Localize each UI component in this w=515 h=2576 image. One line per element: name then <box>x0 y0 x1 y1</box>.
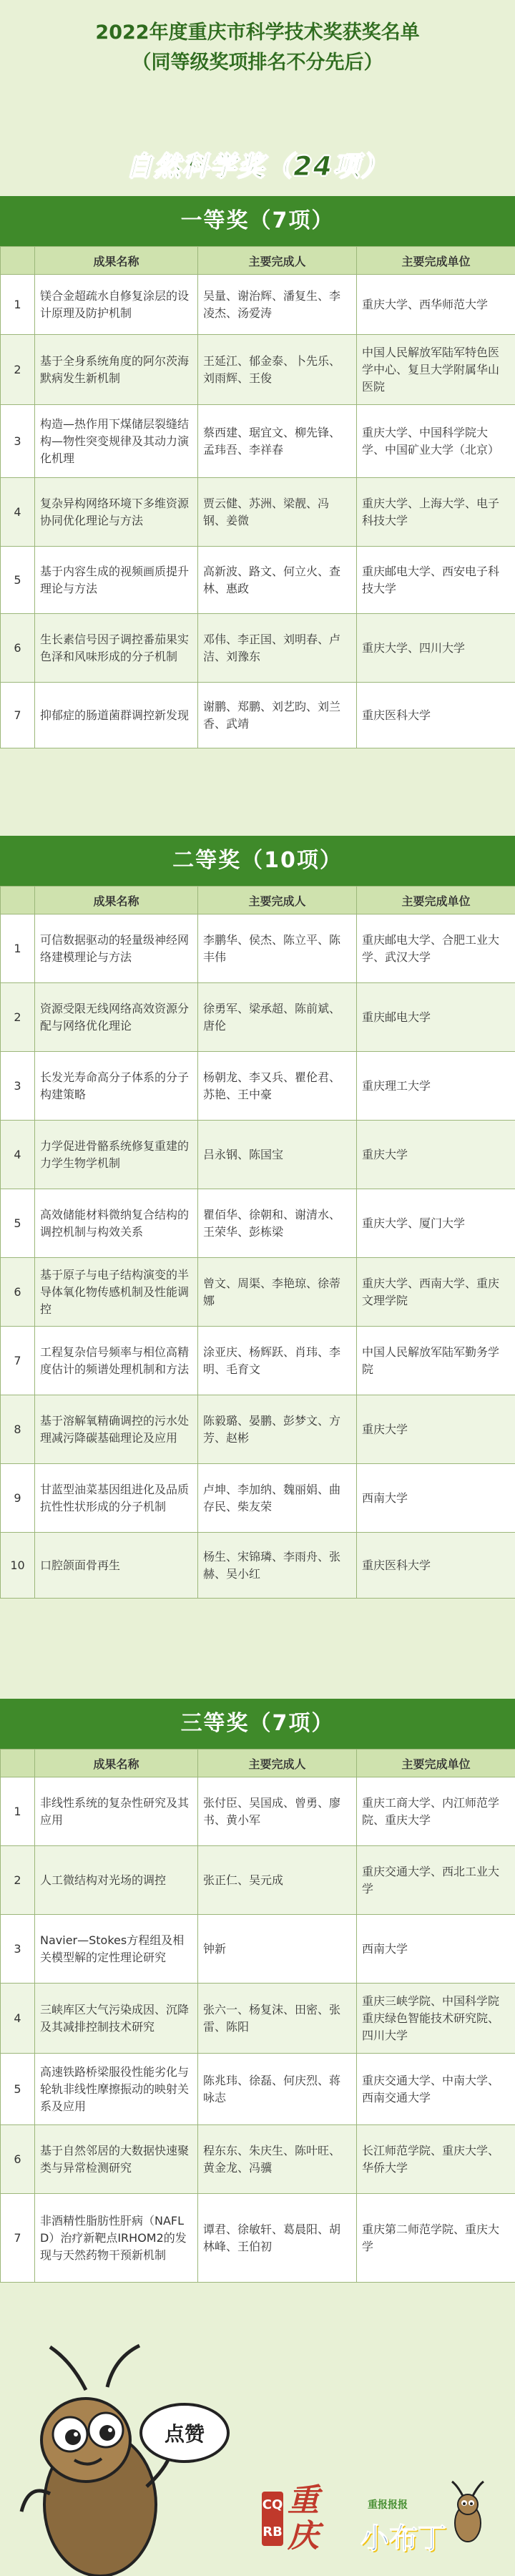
column-header-people: 主要完成人 <box>198 247 357 275</box>
table-row <box>1 2054 515 2125</box>
main-contributors: 谭君、徐敏轩、葛晨阳、胡林峰、王伯初 <box>198 2194 357 2283</box>
main-contributors: 程东东、朱庆生、陈叶旺、黄金龙、冯骥 <box>198 2125 357 2194</box>
footer <box>0 2340 515 2576</box>
main-units: 重庆大学、中国科学院大学、中国矿业大学（北京） <box>357 405 515 478</box>
row-number: 9 <box>1 1464 35 1533</box>
like-speech-bubble: 点赞 <box>139 2403 230 2463</box>
column-header-units: 主要完成单位 <box>357 247 515 275</box>
mini-cricket-icon <box>446 2480 489 2545</box>
main-contributors: 吴量、谢治辉、潘复生、李凌杰、汤爱涛 <box>198 275 357 335</box>
column-header-name: 成果名称 <box>35 247 198 275</box>
main-contributors: 高新波、路文、何立火、查林、惠政 <box>198 547 357 614</box>
column-header-units: 主要完成单位 <box>357 887 515 914</box>
table-row <box>1 914 515 983</box>
main-units: 重庆医科大学 <box>357 1533 515 1599</box>
award-table <box>0 886 515 1599</box>
column-header-people: 主要完成人 <box>198 887 357 914</box>
main-units: 西南大学 <box>357 1915 515 1984</box>
main-contributors: 徐勇军、梁承超、陈前斌、唐伦 <box>198 983 357 1052</box>
column-header-no <box>1 247 35 275</box>
main-contributors: 卢坤、李加纳、魏丽娟、曲存民、柴友荣 <box>198 1464 357 1533</box>
main-contributors: 陈兆玮、徐磊、何庆烈、蒋咏志 <box>198 2054 357 2125</box>
table-row <box>1 547 515 614</box>
table-header-row <box>1 247 515 275</box>
main-units: 重庆大学、上海大学、电子科技大学 <box>357 478 515 547</box>
chongqing-daily-logo <box>262 2483 339 2562</box>
project-name: 高速铁路桥梁服役性能劣化与轮轨非线性摩擦振动的映射关系及应用 <box>35 2054 198 2125</box>
main-units: 中国人民解放军陆军特色医学中心、复旦大学附属华山医院 <box>357 335 515 405</box>
main-units: 重庆三峡学院、中国科学院重庆绿色智能技术研究院、四川大学 <box>357 1984 515 2054</box>
logo-text: 重庆 <box>288 2482 319 2555</box>
project-name: 基于内容生成的视频画质提升理论与方法 <box>35 547 198 614</box>
main-units: 重庆大学、四川大学 <box>357 614 515 683</box>
award-table <box>0 246 515 748</box>
main-units: 重庆交通大学、中南大学、西南交通大学 <box>357 2054 515 2125</box>
main-units: 重庆大学、厦门大学 <box>357 1189 515 1258</box>
main-contributors: 贾云健、苏洲、梁靓、冯钢、姜微 <box>198 478 357 547</box>
row-number: 1 <box>1 1777 35 1846</box>
row-number: 1 <box>1 914 35 983</box>
award-table <box>0 1749 515 2283</box>
main-units: 重庆大学 <box>357 1121 515 1189</box>
table-row <box>1 1395 515 1464</box>
table-row <box>1 983 515 1052</box>
table-row <box>1 683 515 748</box>
main-units: 重庆理工大学 <box>357 1052 515 1121</box>
row-number: 1 <box>1 275 35 335</box>
table-row <box>1 335 515 405</box>
project-name: 基于溶解氧精确调控的污水处理减污降碳基础理论及应用 <box>35 1395 198 1464</box>
row-number: 2 <box>1 335 35 405</box>
row-number: 8 <box>1 1395 35 1464</box>
table-row <box>1 1258 515 1327</box>
logo-text: 小布丁 <box>360 2522 446 2555</box>
project-name: 构造—热作用下煤储层裂缝结构—物性突变规律及其动力演化机理 <box>35 405 198 478</box>
table-row <box>1 1846 515 1915</box>
main-contributors: 张付臣、吴国成、曾勇、廖书、黄小军 <box>198 1777 357 1846</box>
main-contributors: 谢鹏、郑鹏、刘艺昀、刘兰香、武靖 <box>198 683 357 748</box>
main-units: 中国人民解放军陆军勤务学院 <box>357 1327 515 1395</box>
table-row <box>1 1327 515 1395</box>
project-name: 基于自然邻居的大数据快速聚类与异常检测研究 <box>35 2125 198 2194</box>
project-name: 可信数据驱动的轻量级神经网络建模理论与方法 <box>35 914 198 983</box>
main-units: 重庆工商大学、内江师范学院、重庆大学 <box>357 1777 515 1846</box>
main-contributors: 涂亚庆、杨辉跃、肖玮、李明、毛育文 <box>198 1327 357 1395</box>
row-number: 5 <box>1 1189 35 1258</box>
row-number: 7 <box>1 2194 35 2283</box>
row-number: 6 <box>1 1258 35 1327</box>
project-name: 甘蓝型油菜基因组进化及品质抗性性状形成的分子机制 <box>35 1464 198 1533</box>
table-row <box>1 275 515 335</box>
column-header-people: 主要完成人 <box>198 1750 357 1777</box>
table-row <box>1 1121 515 1189</box>
main-units: 重庆邮电大学 <box>357 983 515 1052</box>
table-row <box>1 1984 515 2054</box>
tier-panel-first <box>0 196 515 748</box>
row-number: 7 <box>1 683 35 748</box>
project-name: Navier—Stokes方程组及相关模型解的定性理论研究 <box>35 1915 198 1984</box>
table-row <box>1 1052 515 1121</box>
project-name: 抑郁症的肠道菌群调控新发现 <box>35 683 198 748</box>
section-title: 自然科学奖（24项） <box>126 151 389 182</box>
main-units: 重庆大学、西华师范大学 <box>357 275 515 335</box>
table-row <box>1 1777 515 1846</box>
table-row <box>1 2194 515 2283</box>
row-number: 10 <box>1 1533 35 1599</box>
project-name: 镁合金超疏水自修复涂层的设计原理及防护机制 <box>35 275 198 335</box>
row-number: 3 <box>1 405 35 478</box>
main-units: 重庆邮电大学、合肥工业大学、武汉大学 <box>357 914 515 983</box>
column-header-no <box>1 887 35 914</box>
project-name: 长发光寿命高分子体系的分子构建策略 <box>35 1052 198 1121</box>
page-subtitle: （同等级奖项排名不分先后） <box>132 52 383 74</box>
tier-title: 一等奖（7项） <box>0 196 515 246</box>
main-contributors: 杨生、宋锦璘、李雨舟、张赫、吴小红 <box>198 1533 357 1599</box>
project-name: 人工微结构对光场的调控 <box>35 1846 198 1915</box>
project-name: 高效储能材料微纳复合结构的调控机制与构效关系 <box>35 1189 198 1258</box>
row-number: 2 <box>1 1846 35 1915</box>
row-number: 7 <box>1 1327 35 1395</box>
table-row <box>1 405 515 478</box>
main-units: 西南大学 <box>357 1464 515 1533</box>
table-row <box>1 1464 515 1533</box>
header <box>0 19 515 79</box>
tier-title: 二等奖（10项） <box>0 836 515 886</box>
main-contributors: 曾文、周渠、李艳琼、徐蒂娜 <box>198 1258 357 1327</box>
row-number: 2 <box>1 983 35 1052</box>
project-name: 生长素信号因子调控番茄果实色泽和风味形成的分子机制 <box>35 614 198 683</box>
project-name: 口腔颌面骨再生 <box>35 1533 198 1599</box>
xiaobuding-logo <box>353 2480 489 2566</box>
row-number: 4 <box>1 1984 35 2054</box>
logo-tag: CQ RB <box>262 2492 283 2546</box>
main-units: 重庆大学、西南大学、重庆文理学院 <box>357 1258 515 1327</box>
main-contributors: 邓伟、李正国、刘明春、卢洁、刘豫东 <box>198 614 357 683</box>
column-header-name: 成果名称 <box>35 1750 198 1777</box>
project-name: 复杂异构网络环境下多维资源协同优化理论与方法 <box>35 478 198 547</box>
project-name: 基于全身系统角度的阿尔茨海默病发生新机制 <box>35 335 198 405</box>
main-contributors: 李鹏华、侯杰、陈立平、陈丰伟 <box>198 914 357 983</box>
column-header-name: 成果名称 <box>35 887 198 914</box>
row-number: 6 <box>1 2125 35 2194</box>
project-name: 基于原子与电子结构演变的半导体氧化物传感机制及性能调控 <box>35 1258 198 1327</box>
tier-title: 三等奖（7项） <box>0 1699 515 1749</box>
row-number: 5 <box>1 547 35 614</box>
main-contributors: 张正仁、吴元成 <box>198 1846 357 1915</box>
project-name: 力学促进骨骼系统修复重建的力学生物学机制 <box>35 1121 198 1189</box>
main-contributors: 陈毅璐、晏鹏、彭梦文、方芳、赵彬 <box>198 1395 357 1464</box>
row-number: 3 <box>1 1052 35 1121</box>
project-name: 资源受限无线网络高效资源分配与网络优化理论 <box>35 983 198 1052</box>
table-row <box>1 614 515 683</box>
main-units: 长江师范学院、重庆大学、华侨大学 <box>357 2125 515 2194</box>
table-header-row <box>1 887 515 914</box>
main-units: 重庆医科大学 <box>357 683 515 748</box>
main-contributors: 王延江、郁金泰、卜先乐、刘雨辉、王俊 <box>198 335 357 405</box>
cricket-mascot-icon <box>0 2340 258 2576</box>
main-units: 重庆第二师范学院、重庆大学 <box>357 2194 515 2283</box>
main-units: 重庆大学 <box>357 1395 515 1464</box>
row-number: 6 <box>1 614 35 683</box>
project-name: 非线性系统的复杂性研究及其应用 <box>35 1777 198 1846</box>
main-units: 重庆邮电大学、西安电子科技大学 <box>357 547 515 614</box>
row-number: 5 <box>1 2054 35 2125</box>
row-number: 4 <box>1 1121 35 1189</box>
column-header-no <box>1 1750 35 1777</box>
table-header-row <box>1 1750 515 1777</box>
table-row <box>1 1915 515 1984</box>
main-units: 重庆交通大学、西北工业大学 <box>357 1846 515 1915</box>
row-number: 4 <box>1 478 35 547</box>
table-row <box>1 2125 515 2194</box>
table-row <box>1 1533 515 1599</box>
main-contributors: 钟新 <box>198 1915 357 1984</box>
table-row <box>1 478 515 547</box>
project-name: 三峡库区大气污染成因、沉降及其减排控制技术研究 <box>35 1984 198 2054</box>
page-title: 2022年度重庆市科学技术奖获奖名单 <box>95 21 420 44</box>
tier-panel-third <box>0 1699 515 2283</box>
logo-small-text: 重报报报 <box>368 2499 408 2511</box>
column-header-units: 主要完成单位 <box>357 1750 515 1777</box>
main-contributors: 张六一、杨复沫、田密、张雷、陈阳 <box>198 1984 357 2054</box>
project-name: 工程复杂信号频率与相位高精度估计的频谱处理机制和方法 <box>35 1327 198 1395</box>
main-contributors: 吕永钢、陈国宝 <box>198 1121 357 1189</box>
project-name: 非酒精性脂肪性肝病（NAFLD）治疗新靶点IRHOM2的发现与天然药物干预新机制 <box>35 2194 198 2283</box>
main-contributors: 杨朝龙、李又兵、瞿伦君、苏艳、王中豪 <box>198 1052 357 1121</box>
table-row <box>1 1189 515 1258</box>
main-contributors: 瞿佰华、徐朝和、谢清水、王荣华、彭栋梁 <box>198 1189 357 1258</box>
tier-panel-second <box>0 836 515 1599</box>
row-number: 3 <box>1 1915 35 1984</box>
main-contributors: 蔡西建、琚宜文、柳先锋、孟玮吾、李祥春 <box>198 405 357 478</box>
